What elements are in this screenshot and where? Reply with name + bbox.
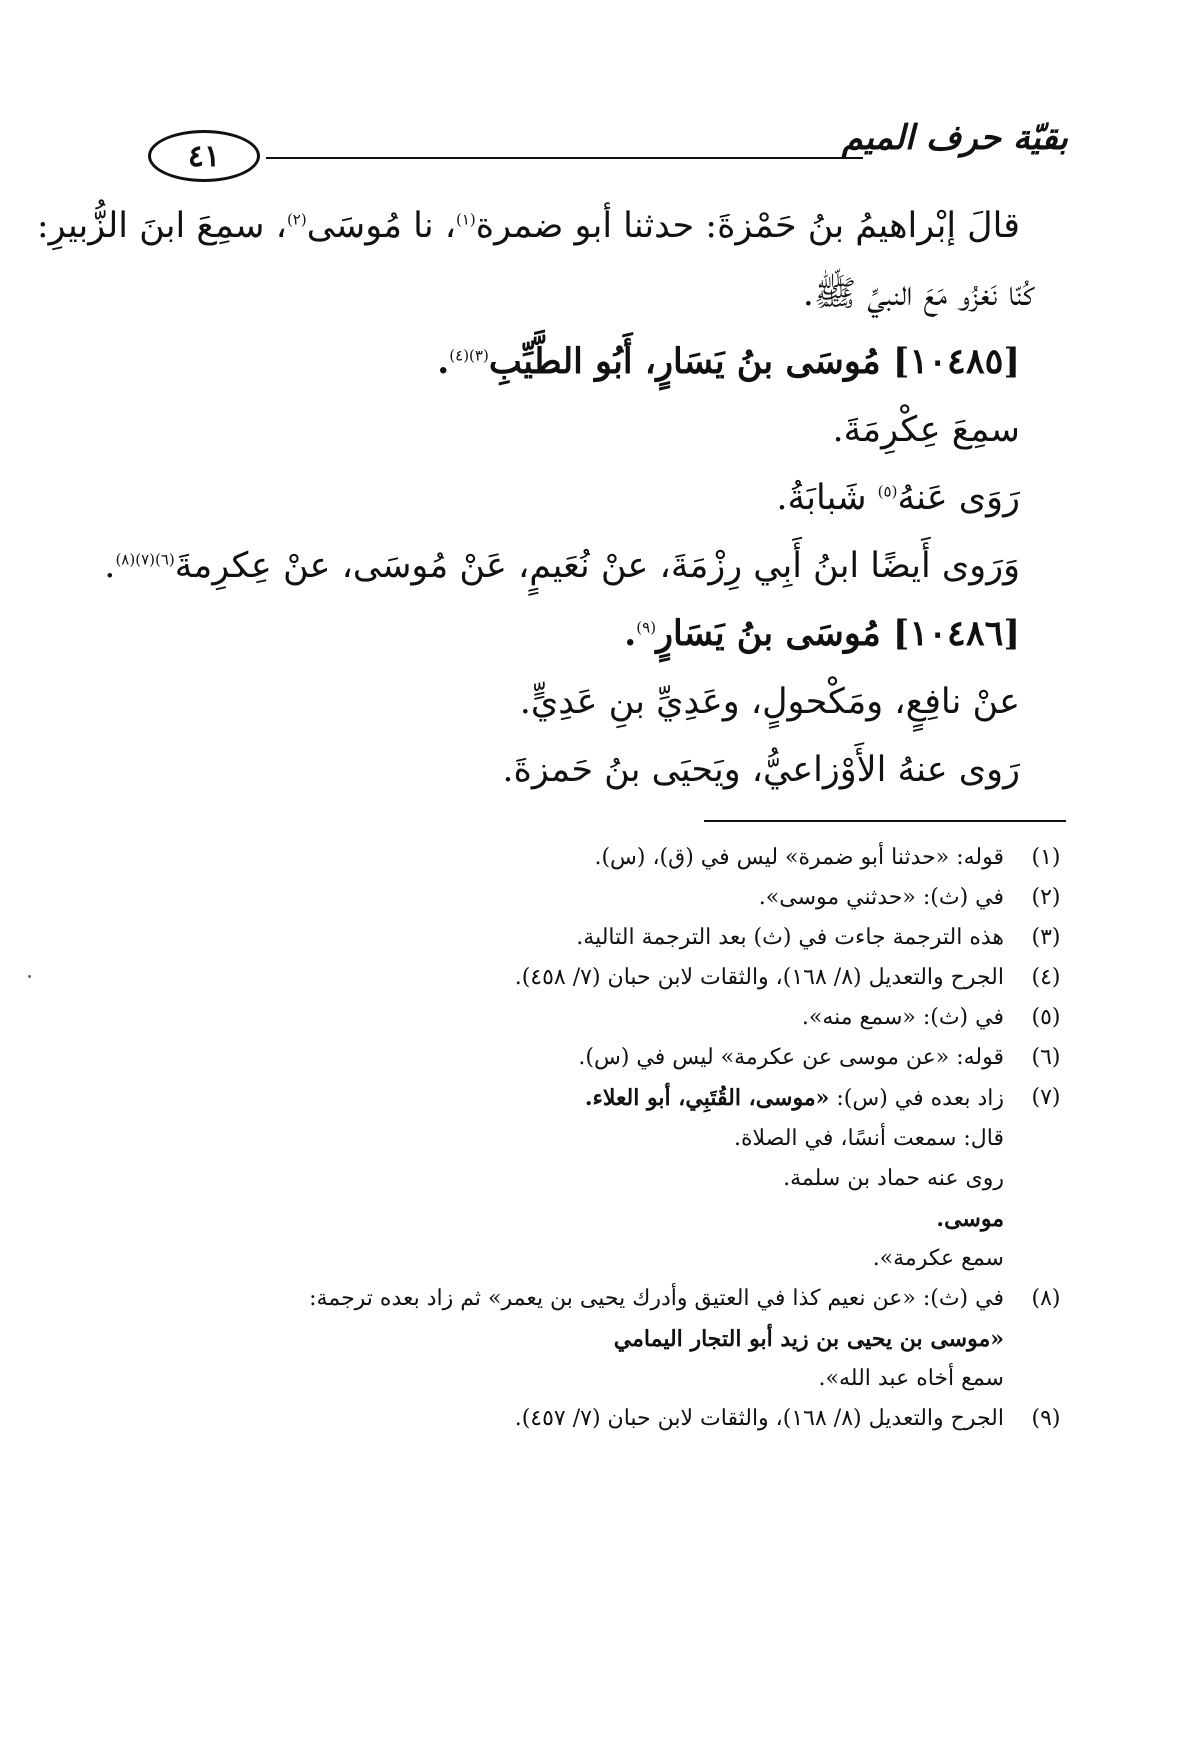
footnote-1 — [166, 838, 1066, 878]
footnote-continuation: سمع عكرمة». — [872, 1246, 1004, 1271]
main-text — [36, 192, 1034, 804]
footnote-2 — [166, 878, 1066, 918]
text-line: رَوى عنهُ الأَوْزاعيُّ، ويَحيَى بنُ حَمزةَ. — [502, 750, 1020, 790]
entry-heading: [١٠٤٨٦] مُوسَى بنُ يَسَارٍ$^{(٩)}$. — [624, 613, 1020, 654]
scan-speck — [28, 975, 31, 978]
footnote-number: (٤) — [1031, 965, 1061, 990]
text-line: رَوَى عَنهُ$^{(٥)}$ شَبابَةُ. — [776, 478, 1020, 518]
footnotes — [166, 838, 1066, 1439]
footnote-9 — [166, 1399, 1066, 1439]
footnote-text: هذه الترجمة جاءت في (ث) بعد الترجمة التالية. — [576, 925, 1004, 950]
footnote-ref[interactable]: (٥) — [877, 482, 898, 501]
footnote-4 — [166, 958, 1066, 998]
footnote-7 — [166, 1078, 1066, 1119]
text-line: قالَ إبْراهيمُ بنُ حَمْزةَ: حدثنا أبو ضمرة$^{(١)}$، نا مُوسَى$^{(٢)}$، سمِعَ ابنَ الزُّبيرِ: — [36, 206, 1020, 246]
footnote-separator — [704, 820, 1066, 822]
footnote-text: زاد بعده في (س): «موسى، القُتَبِي، أبو العلاء. — [584, 1085, 1004, 1111]
footnote-8 — [166, 1279, 1066, 1319]
footnote-continuation: موسى. — [936, 1206, 1004, 1232]
footnote-number: (٥) — [1031, 1005, 1061, 1030]
footnote-ref[interactable]: (٩) — [636, 618, 657, 637]
footnote-number: (٣) — [1031, 925, 1061, 950]
footnote-continuation: «موسى بن يحيى بن زيد أبو التجار اليمامي — [613, 1326, 1004, 1352]
footnote-continuation: سمع أخاه عبد الله». — [818, 1366, 1004, 1391]
footnote-number: (٧) — [1031, 1085, 1061, 1110]
footnote-3 — [166, 918, 1066, 958]
entry-heading: [١٠٤٨٥] مُوسَى بنُ يَسَارٍ، أَبُو الطَّيِّبِ$^{(٣)(٤)}$. — [437, 341, 1020, 382]
footnote-continuation: روى عنه حماد بن سلمة. — [783, 1166, 1004, 1191]
footnote-text: قوله: «حدثنا أبو ضمرة» ليس في (ق)، (س). — [594, 845, 1004, 870]
text-line: سمِعَ عِكْرِمَةَ. — [832, 410, 1020, 450]
footnote-number: (٢) — [1031, 885, 1061, 910]
footnote-text: في (ث): «عن نعيم كذا في العتيق وأدرك يحيى بن يعمر» ثم زاد بعده ترجمة: — [309, 1286, 1004, 1311]
footnote-number: (١) — [1031, 845, 1061, 870]
footnote-continuation: قال: سمعت أنسًا، في الصلاة. — [733, 1126, 1004, 1151]
footnote-text: قوله: «عن موسى عن عكرمة» ليس في (س). — [578, 1045, 1004, 1070]
page-number-badge — [148, 130, 260, 182]
footnote-ref[interactable]: (٦)(٧)(٨) — [115, 550, 175, 569]
footnote-5 — [166, 998, 1066, 1038]
footnote-ref[interactable]: (٢) — [286, 210, 307, 229]
text-line: كُنّا نَغزُو مَعَ النبيِّ ﷺ. — [802, 274, 1034, 314]
footnote-number: (٦) — [1031, 1045, 1061, 1070]
running-header — [148, 112, 1068, 182]
footnote-6 — [166, 1038, 1066, 1078]
footnote-text: الجرح والتعديل (٨/ ١٦٨)، والثقات لابن حبان (٧/ ٤٥٧). — [514, 1406, 1004, 1431]
footnote-ref[interactable]: (١) — [456, 210, 476, 229]
footnote-number: (٨) — [1031, 1286, 1061, 1311]
footnote-number: (٩) — [1031, 1406, 1061, 1431]
header-title: بقيّة حرف الميم — [841, 118, 1068, 158]
header-rule — [266, 157, 863, 159]
footnote-text: الجرح والتعديل (٨/ ١٦٨)، والثقات لابن حبان (٧/ ٤٥٨). — [514, 965, 1004, 990]
footnote-ref[interactable]: (٣)(٤) — [449, 346, 489, 365]
text-line: وَرَوى أَيضًا ابنُ أَبِي رِزْمَةَ، عنْ نُعَيمٍ، عَنْ مُوسَى، عنْ عِكرِمةَ$^{(٦)(٧)(٨)}$. — [104, 546, 1020, 586]
footnote-text: في (ث): «حدثني موسى». — [758, 885, 1004, 910]
page-number: ٤١ — [187, 138, 221, 174]
footnote-text: في (ث): «سمع منه». — [801, 1005, 1004, 1030]
text-line: عنْ نافِعٍ، ومَكْحولٍ، وعَدِيِّ بنِ عَدِيٍّ. — [519, 682, 1020, 722]
